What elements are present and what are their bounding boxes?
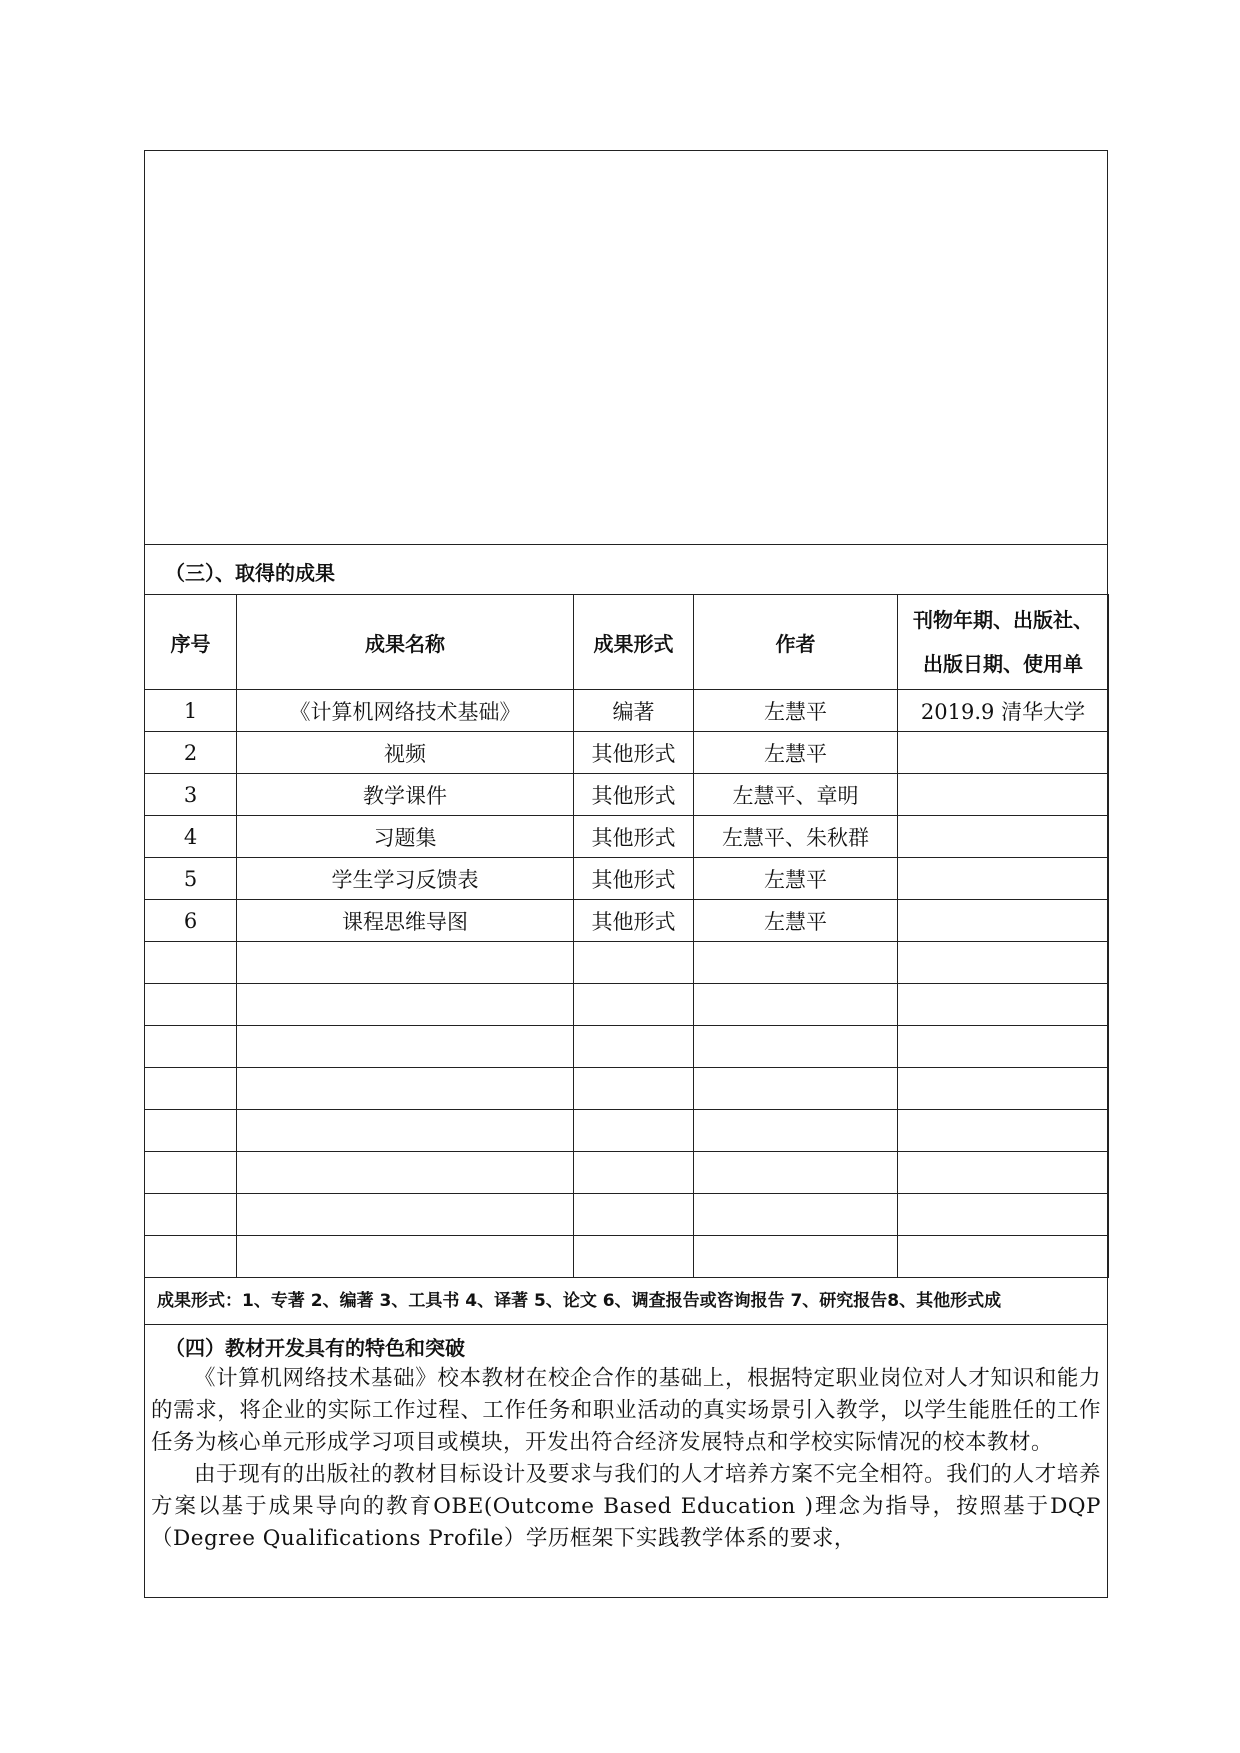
cell-author: 左慧平 xyxy=(694,690,898,732)
section3-title: （三）、取得的成果 xyxy=(145,545,1107,595)
cell-publication xyxy=(898,942,1109,984)
section4-title: （四）教材开发具有的特色和突破 xyxy=(165,1336,465,1360)
cell-form xyxy=(574,1110,694,1152)
cell-author xyxy=(694,1026,898,1068)
cell-no: 6 xyxy=(145,900,237,942)
cell-name xyxy=(237,1194,574,1236)
cell-author: 左慧平、章明 xyxy=(694,774,898,816)
cell-publication xyxy=(898,774,1109,816)
cell-name: 《计算机网络技术基础》 xyxy=(237,690,574,732)
cell-author xyxy=(694,1068,898,1110)
cell-author: 左慧平、朱秋群 xyxy=(694,816,898,858)
table-row xyxy=(145,984,1109,1026)
table-row xyxy=(145,900,1109,942)
cell-name: 教学课件 xyxy=(237,774,574,816)
table-row xyxy=(145,1194,1109,1236)
header-name: 成果名称 xyxy=(237,595,574,690)
cell-form: 其他形式 xyxy=(574,858,694,900)
cell-form: 其他形式 xyxy=(574,732,694,774)
cell-author xyxy=(694,1194,898,1236)
cell-author xyxy=(694,1110,898,1152)
blank-content-area xyxy=(145,151,1107,545)
cell-no: 3 xyxy=(145,774,237,816)
header-form: 成果形式 xyxy=(574,595,694,690)
header-publication-line2: 出版日期、使用单 xyxy=(923,652,1083,676)
cell-form: 编著 xyxy=(574,690,694,732)
cell-no xyxy=(145,1236,237,1278)
table-row xyxy=(145,774,1109,816)
table-row xyxy=(145,1110,1109,1152)
cell-publication xyxy=(898,1068,1109,1110)
cell-author xyxy=(694,1236,898,1278)
cell-form xyxy=(574,1026,694,1068)
cell-form xyxy=(574,1152,694,1194)
cell-form xyxy=(574,1194,694,1236)
cell-name: 习题集 xyxy=(237,816,574,858)
cell-publication xyxy=(898,1026,1109,1068)
table-row xyxy=(145,1068,1109,1110)
cell-name xyxy=(237,1152,574,1194)
results-table xyxy=(144,594,1109,1278)
cell-publication xyxy=(898,732,1109,774)
table-row xyxy=(145,1236,1109,1278)
table-row xyxy=(145,816,1109,858)
table-header-row xyxy=(145,595,1109,690)
cell-publication xyxy=(898,858,1109,900)
cell-author xyxy=(694,1152,898,1194)
cell-name xyxy=(237,984,574,1026)
cell-no xyxy=(145,942,237,984)
cell-author xyxy=(694,942,898,984)
cell-no xyxy=(145,1110,237,1152)
cell-publication: 2019.9 清华大学 xyxy=(898,690,1109,732)
cell-no: 1 xyxy=(145,690,237,732)
table-row xyxy=(145,732,1109,774)
cell-publication xyxy=(898,1236,1109,1278)
table-row xyxy=(145,1026,1109,1068)
header-author: 作者 xyxy=(694,595,898,690)
cell-author: 左慧平 xyxy=(694,858,898,900)
cell-form xyxy=(574,1068,694,1110)
form-frame xyxy=(144,150,1108,1598)
section4 xyxy=(145,1325,1107,1555)
cell-publication xyxy=(898,816,1109,858)
header-publication xyxy=(898,595,1109,690)
table-row xyxy=(145,942,1109,984)
cell-no xyxy=(145,1068,237,1110)
cell-form: 其他形式 xyxy=(574,900,694,942)
cell-no: 2 xyxy=(145,732,237,774)
cell-name xyxy=(237,1026,574,1068)
cell-name: 视频 xyxy=(237,732,574,774)
cell-publication xyxy=(898,1110,1109,1152)
cell-name xyxy=(237,942,574,984)
cell-no xyxy=(145,984,237,1026)
cell-publication xyxy=(898,1152,1109,1194)
cell-no: 5 xyxy=(145,858,237,900)
cell-name xyxy=(237,1236,574,1278)
header-publication-line1: 刊物年期、出版社、 xyxy=(913,608,1093,632)
cell-no xyxy=(145,1026,237,1068)
cell-publication xyxy=(898,900,1109,942)
cell-publication xyxy=(898,1194,1109,1236)
cell-author: 左慧平 xyxy=(694,900,898,942)
results-form-note: 成果形式：1、专著 2、编著 3、工具书 4、译著 5、论文 6、调查报告或咨询报告 7、研究报告8、其他形式成 xyxy=(145,1277,1107,1325)
cell-form xyxy=(574,984,694,1026)
section4-paragraph: 《计算机网络技术基础》校本教材在校企合作的基础上，根据特定职业岗位对人才知识和能力的需求，将企业的实际工作过程、工作任务和职业活动的真实场景引入教学，以学生能胜任的工作任务为核心单元形成学习项目或模块，开发出符合经济发展特点和学校实际情况的校本教材。 xyxy=(151,1366,1101,1455)
table-row xyxy=(145,858,1109,900)
section4-paragraph: 由于现有的出版社的教材目标设计及要求与我们的人才培养方案不完全相符。我们的人才培养方案以基于成果导向的教育OBE(Outcome Based Education )理念为指导，按照基于DQP（Degree Qualifications Profile）学历框架下实践教学体系的要求， xyxy=(151,1462,1101,1551)
cell-author xyxy=(694,984,898,1026)
cell-name: 学生学习反馈表 xyxy=(237,858,574,900)
cell-name xyxy=(237,1068,574,1110)
cell-no xyxy=(145,1152,237,1194)
cell-no: 4 xyxy=(145,816,237,858)
cell-form xyxy=(574,942,694,984)
header-no: 序号 xyxy=(145,595,237,690)
cell-form: 其他形式 xyxy=(574,816,694,858)
cell-form: 其他形式 xyxy=(574,774,694,816)
cell-author: 左慧平 xyxy=(694,732,898,774)
cell-no xyxy=(145,1194,237,1236)
cell-publication xyxy=(898,984,1109,1026)
cell-form xyxy=(574,1236,694,1278)
table-row xyxy=(145,690,1109,732)
cell-name: 课程思维导图 xyxy=(237,900,574,942)
table-row xyxy=(145,1152,1109,1194)
cell-name xyxy=(237,1110,574,1152)
